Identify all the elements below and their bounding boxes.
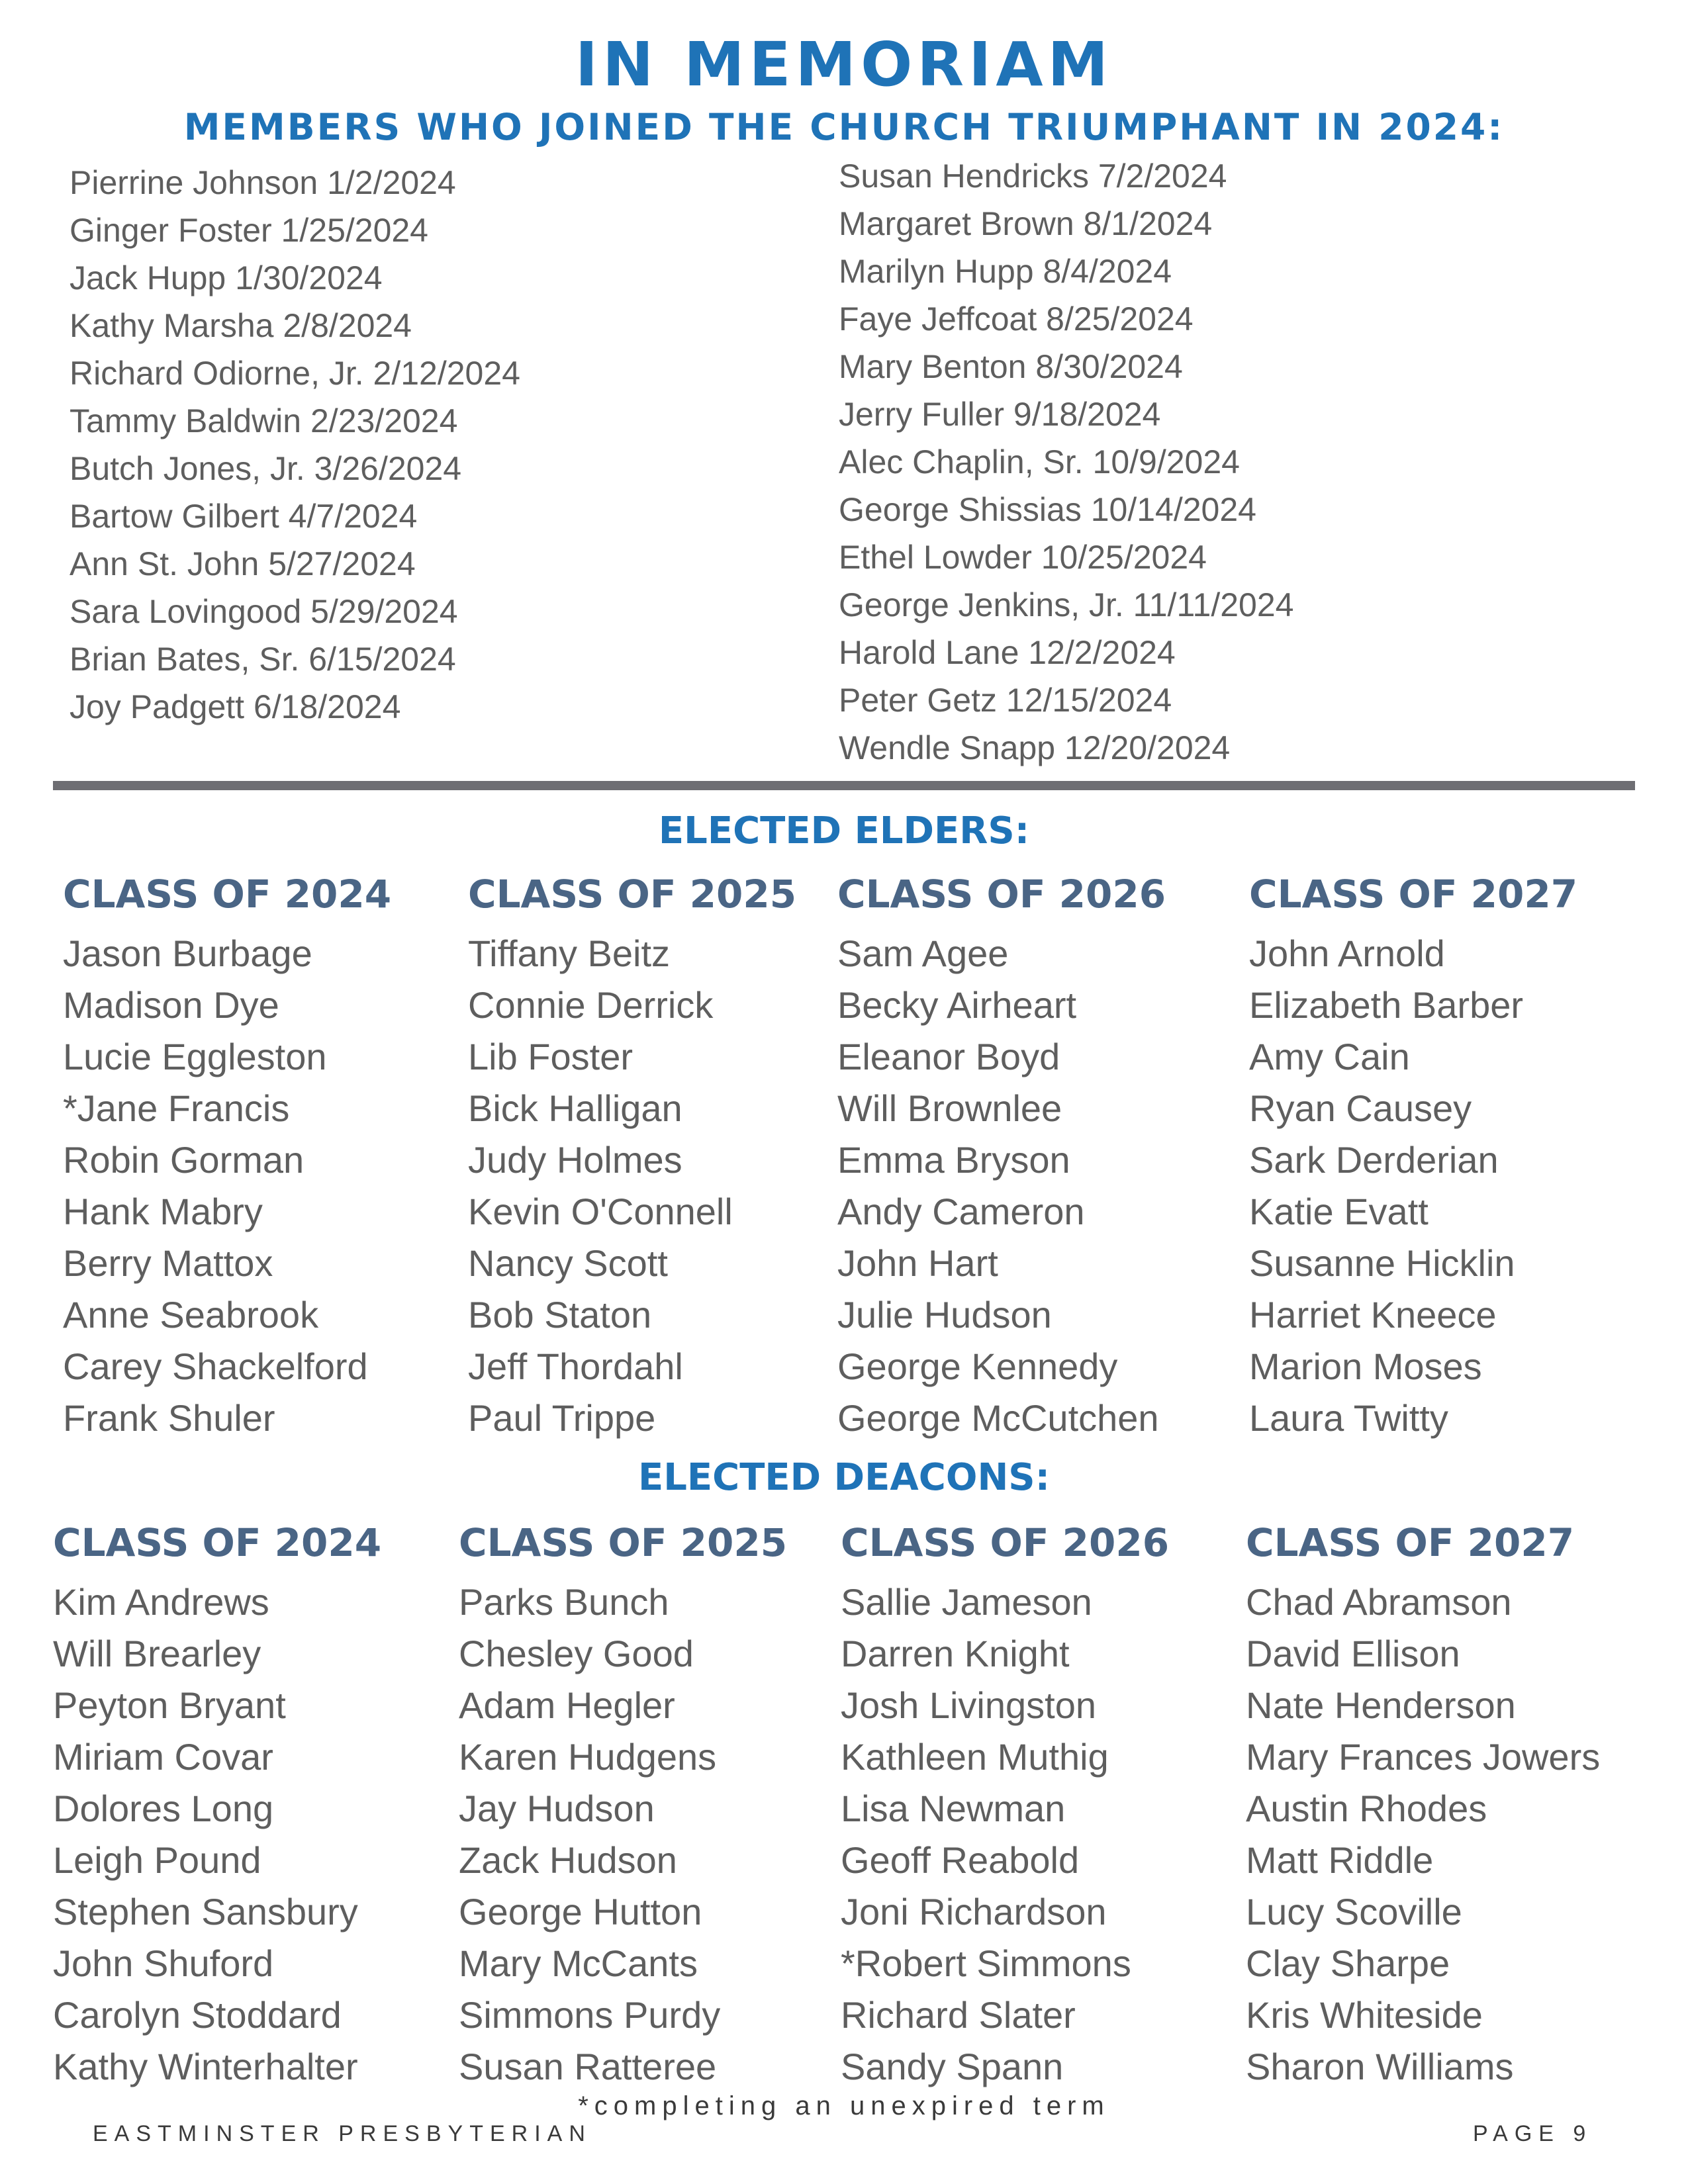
class-title: CLASS OF 2025	[459, 1520, 788, 1565]
memoriam-entry: Harold Lane 12/2/2024	[839, 634, 1176, 671]
name-list	[63, 928, 391, 1444]
elders-class-2027	[1249, 872, 1578, 1444]
deacons-class-2027	[1246, 1520, 1601, 2093]
member-name: Nancy Scott	[468, 1242, 668, 1284]
member-name: Kathleen Muthig	[841, 1736, 1109, 1778]
member-name: Leigh Pound	[53, 1839, 261, 1881]
memoriam-entry: Jack Hupp 1/30/2024	[70, 259, 383, 296]
member-name: Chesley Good	[459, 1633, 694, 1674]
memoriam-entry: Jerry Fuller 9/18/2024	[839, 396, 1161, 433]
class-title: CLASS OF 2024	[53, 1520, 382, 1565]
memoriam-entry: Ann St. John 5/27/2024	[70, 545, 416, 582]
memoriam-entry: Alec Chaplin, Sr. 10/9/2024	[839, 443, 1240, 480]
class-title: CLASS OF 2024	[63, 872, 392, 917]
member-name: Susan Ratteree	[459, 2046, 717, 2087]
member-name: Will Brownlee	[837, 1087, 1062, 1129]
member-name: Chad Abramson	[1246, 1581, 1512, 1623]
memoriam-entry: Kathy Marsha 2/8/2024	[70, 307, 412, 344]
member-name: Sandy Spann	[841, 2046, 1064, 2087]
deacons-class-2024	[53, 1520, 382, 2093]
member-name: Zack Hudson	[459, 1839, 677, 1881]
memoriam-entry: Margaret Brown 8/1/2024	[839, 205, 1213, 242]
memoriam-list-right	[839, 152, 1293, 772]
name-list	[841, 1576, 1169, 2093]
member-name: Madison Dye	[63, 984, 279, 1026]
member-name: Sark Derderian	[1249, 1139, 1499, 1181]
memoriam-entry: Tammy Baldwin 2/23/2024	[70, 402, 458, 439]
name-list	[468, 928, 796, 1444]
deacons-class-2025	[459, 1520, 788, 2093]
member-name: Miriam Covar	[53, 1736, 273, 1778]
member-name: Katie Evatt	[1249, 1191, 1429, 1232]
elders-class-2024	[63, 872, 392, 1444]
member-name: Tiffany Beitz	[468, 933, 671, 974]
member-name: Judy Holmes	[468, 1139, 682, 1181]
member-name: Carey Shackelford	[63, 1345, 368, 1387]
member-name: Lucie Eggleston	[63, 1036, 327, 1077]
class-title: CLASS OF 2026	[841, 1520, 1170, 1565]
member-name: Sharon Williams	[1246, 2046, 1514, 2087]
member-name: Mary Frances Jowers	[1246, 1736, 1601, 1778]
member-name: Sam Agee	[837, 933, 1009, 974]
member-name: Simmons Purdy	[459, 1994, 721, 2036]
member-name: Jason Burbage	[63, 933, 312, 974]
member-name: Darren Knight	[841, 1633, 1070, 1674]
member-name: Matt Riddle	[1246, 1839, 1434, 1881]
member-name: Amy Cain	[1249, 1036, 1410, 1077]
elders-class-2026	[837, 872, 1166, 1444]
footer-page-number: PAGE 9	[1473, 2121, 1593, 2146]
section-divider	[53, 781, 1635, 790]
name-list	[53, 1576, 381, 2093]
member-name: Harriet Kneece	[1249, 1294, 1497, 1336]
memoriam-entry: Pierrine Johnson 1/2/2024	[70, 164, 456, 201]
member-name: John Shuford	[53, 1942, 274, 1984]
member-name: George McCutchen	[837, 1397, 1159, 1439]
elders-heading: ELECTED ELDERS:	[658, 809, 1030, 852]
member-name: Josh Livingston	[841, 1684, 1097, 1726]
member-name: Lib Foster	[468, 1036, 633, 1077]
member-name: Sallie Jameson	[841, 1581, 1092, 1623]
memoriam-entry: Mary Benton 8/30/2024	[839, 348, 1183, 385]
member-name: Kevin O'Connell	[468, 1191, 733, 1232]
member-name: Jay Hudson	[459, 1788, 655, 1829]
memoriam-entry: Bartow Gilbert 4/7/2024	[70, 498, 418, 535]
class-title: CLASS OF 2027	[1249, 872, 1578, 917]
memoriam-entry: Sara Lovingood 5/29/2024	[70, 593, 458, 630]
class-title: CLASS OF 2027	[1246, 1520, 1575, 1565]
memoriam-entry: George Shissias 10/14/2024	[839, 491, 1256, 528]
elders-class-2025	[468, 872, 797, 1444]
member-name: Peyton Bryant	[53, 1684, 286, 1726]
member-name: Eleanor Boyd	[837, 1036, 1060, 1077]
member-name: *Robert Simmons	[841, 1942, 1131, 1984]
member-name: Berry Mattox	[63, 1242, 273, 1284]
member-name: Lisa Newman	[841, 1788, 1066, 1829]
member-name: Richard Slater	[841, 1994, 1076, 2036]
member-name: Clay Sharpe	[1246, 1942, 1450, 1984]
member-name: Paul Trippe	[468, 1397, 656, 1439]
member-name: Will Brearley	[53, 1633, 261, 1674]
member-name: Bob Staton	[468, 1294, 652, 1336]
member-name: John Arnold	[1249, 933, 1445, 974]
deacons-class-2026	[841, 1520, 1170, 2093]
member-name: Connie Derrick	[468, 984, 714, 1026]
member-name: Kris Whiteside	[1246, 1994, 1483, 2036]
member-name: George Hutton	[459, 1891, 702, 1933]
member-name: Julie Hudson	[837, 1294, 1052, 1336]
memoriam-entry: Peter Getz 12/15/2024	[839, 682, 1172, 719]
name-list	[459, 1576, 787, 2093]
memoriam-entry: Faye Jeffcoat 8/25/2024	[839, 300, 1194, 338]
member-name: Bick Halligan	[468, 1087, 682, 1129]
memoriam-entry: Wendle Snapp 12/20/2024	[839, 729, 1231, 766]
member-name: Hank Mabry	[63, 1191, 263, 1232]
member-name: Dolores Long	[53, 1788, 274, 1829]
member-name: Mary McCants	[459, 1942, 698, 1984]
member-name: Nate Henderson	[1246, 1684, 1516, 1726]
member-name: David Ellison	[1246, 1633, 1460, 1674]
member-name: Elizabeth Barber	[1249, 984, 1524, 1026]
name-list	[1249, 928, 1577, 1444]
member-name: Andy Cameron	[837, 1191, 1085, 1232]
class-title: CLASS OF 2026	[837, 872, 1166, 917]
class-title: CLASS OF 2025	[468, 872, 797, 917]
deacons-heading: ELECTED DEACONS:	[637, 1456, 1051, 1499]
memoriam-entry: Ginger Foster 1/25/2024	[70, 212, 428, 249]
memoriam-entry: George Jenkins, Jr. 11/11/2024	[839, 586, 1294, 623]
memoriam-subtitle: MEMBERS WHO JOINED THE CHURCH TRIUMPHANT IN 2024:	[183, 106, 1505, 148]
member-name: Lucy Scoville	[1246, 1891, 1462, 1933]
member-name: Stephen Sansbury	[53, 1891, 358, 1933]
memoriam-entry: Marilyn Hupp 8/4/2024	[839, 253, 1172, 290]
member-name: Marion Moses	[1249, 1345, 1482, 1387]
memoriam-entry: Ethel Lowder 10/25/2024	[839, 539, 1207, 576]
member-name: Adam Hegler	[459, 1684, 675, 1726]
memoriam-entry: Brian Bates, Sr. 6/15/2024	[70, 641, 456, 678]
member-name: Austin Rhodes	[1246, 1788, 1487, 1829]
member-name: Frank Shuler	[63, 1397, 275, 1439]
page-title: IN MEMORIAM	[575, 29, 1113, 100]
member-name: Emma Bryson	[837, 1139, 1070, 1181]
footnote: *completing an unexpired term	[578, 2091, 1110, 2120]
member-name: Susanne Hicklin	[1249, 1242, 1515, 1284]
member-name: Kathy Winterhalter	[53, 2046, 358, 2087]
memoriam-entry: Joy Padgett 6/18/2024	[70, 688, 401, 725]
member-name: Laura Twitty	[1249, 1397, 1448, 1439]
memoriam-entry: Richard Odiorne, Jr. 2/12/2024	[70, 355, 520, 392]
member-name: Becky Airheart	[837, 984, 1077, 1026]
member-name: Anne Seabrook	[63, 1294, 319, 1336]
member-name: Jeff Thordahl	[468, 1345, 683, 1387]
member-name: Joni Richardson	[841, 1891, 1107, 1933]
member-name: Carolyn Stoddard	[53, 1994, 342, 2036]
name-list	[837, 928, 1166, 1444]
memoriam-entry: Butch Jones, Jr. 3/26/2024	[70, 450, 462, 487]
member-name: Geoff Reabold	[841, 1839, 1080, 1881]
memoriam-list-left	[70, 159, 520, 731]
member-name: Kim Andrews	[53, 1581, 269, 1623]
memoriam-entry: Susan Hendricks 7/2/2024	[839, 158, 1227, 195]
name-list	[1246, 1576, 1600, 2093]
member-name: John Hart	[837, 1242, 998, 1284]
footer-church-name: EASTMINSTER PRESBYTERIAN	[93, 2121, 592, 2146]
member-name: Parks Bunch	[459, 1581, 669, 1623]
member-name: Robin Gorman	[63, 1139, 305, 1181]
member-name: *Jane Francis	[63, 1087, 290, 1129]
member-name: Ryan Causey	[1249, 1087, 1472, 1129]
member-name: George Kennedy	[837, 1345, 1118, 1387]
member-name: Karen Hudgens	[459, 1736, 717, 1778]
